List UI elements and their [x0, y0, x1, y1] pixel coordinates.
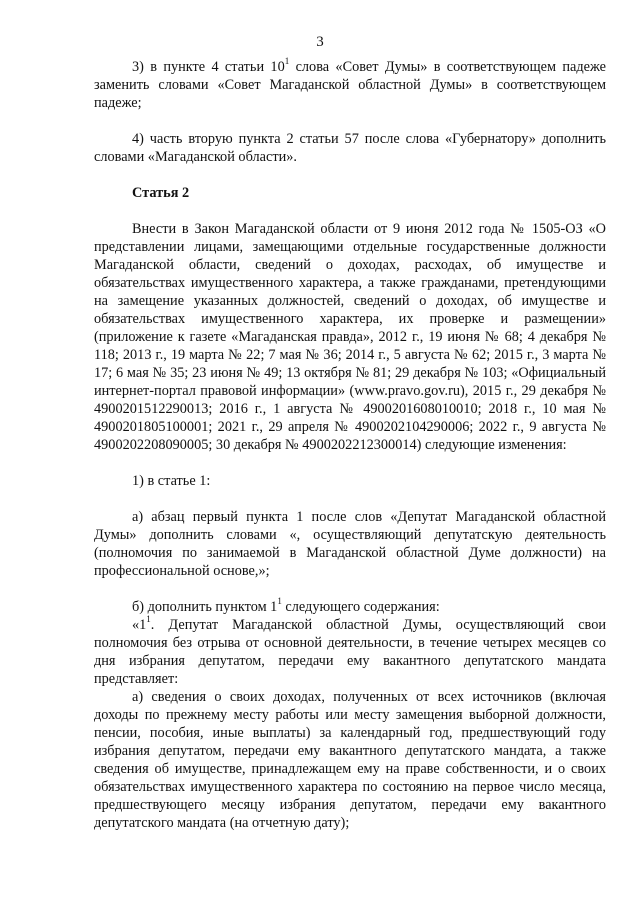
subsection-b: б) дополнить пунктом $1^1$ следующего содержания:	[132, 596, 440, 615]
amendment-item-3: 3) в пункте 4 статьи $10^1$ слова «Совет Думы» в соответствующем падеже заменить словами «Совет Магаданской областной Думы» в соответствующем падеже;	[94, 56, 606, 111]
quoted-paragraph: «$1^1$. Депутат Магаданской областной Думы, осуществляющий свои полномочия без отрыва от основной деятельности, в течение четырех месяцев со дня избрания депутатом, передачи ему вакантного депутатского мандата представляет:	[94, 614, 606, 687]
superscript: 1	[284, 56, 290, 67]
quoted-item-a: а) сведения о своих доходах, полученных от всех источников (включая доходы по прежнему месту работы или месту замещения выборной должности, пенсии, пособия, иные выплаты) за календарный год, предшествующий году избрания депутатом, передачи ему вакантного депутатского мандата, а также сведения об имуществе, принадлежащем ему на праве собственности, и о своих обязательствах имущественного характера по состоянию на первое число месяца, предшествующего месяцу избрания депутатом, передачи ему вакантного депутатского мандата (на отчетную дату);	[94, 689, 606, 831]
subsection-a: а) абзац первый пункта 1 после слов «Депутат Магаданской областной Думы» дополнить словами «, осуществляющий депутатскую деятельность (полномочия по занимаемой в Магаданской областной Думе должности) на профессиональной основе,»;	[94, 509, 606, 579]
document-body	[94, 58, 606, 832]
article-heading: Статья 2	[132, 185, 190, 201]
superscript: 1	[146, 614, 151, 625]
amendment-item-4: 4) часть вторую пункта 2 статьи 57 после слова «Губернатору» дополнить словами «Магаданской области».	[94, 131, 606, 165]
article-intro-paragraph: Внести в Закон Магаданской области от 9 июня 2012 года № 1505-ОЗ «О представлении лицами, замещающими отдельные государственные должности Магаданской области, сведений о доходах, расходах, об имуществе и обязательствах имущественного характера, а также гражданами, претендующими на замещение указанных должностей, сведений о доходах, об имуществе и обязательствах имущественного характера, их проверке и размещении» (приложение к газете «Магаданская правда», 2012 г., 19 июня № 68; 4 декабря № 118; 2013 г., 19 марта № 22; 7 мая № 36; 2014 г., 5 августа № 62; 2015 г., 3 марта № 17; 6 мая № 35; 23 июня № 49; 13 октября № 81; 29 декабря № 103; «Официальный интернет-портал правовой информации» (www.pravo.gov.ru), 2015 г., 29 декабря № 4900201512290013; 2016 г., 1 августа № 4900201608010010; 2018 г., 10 мая № 4900201805100001; 2021 г., 29 апреля № 4900202104290006; 2022 г., 9 августа № 4900202208090005; 30 декабря № 4900202212300014) следующие изменения:	[94, 221, 606, 453]
page-number: 3	[316, 34, 324, 50]
subsection-1: 1) в статье 1:	[132, 473, 211, 489]
superscript: 1	[277, 596, 282, 607]
